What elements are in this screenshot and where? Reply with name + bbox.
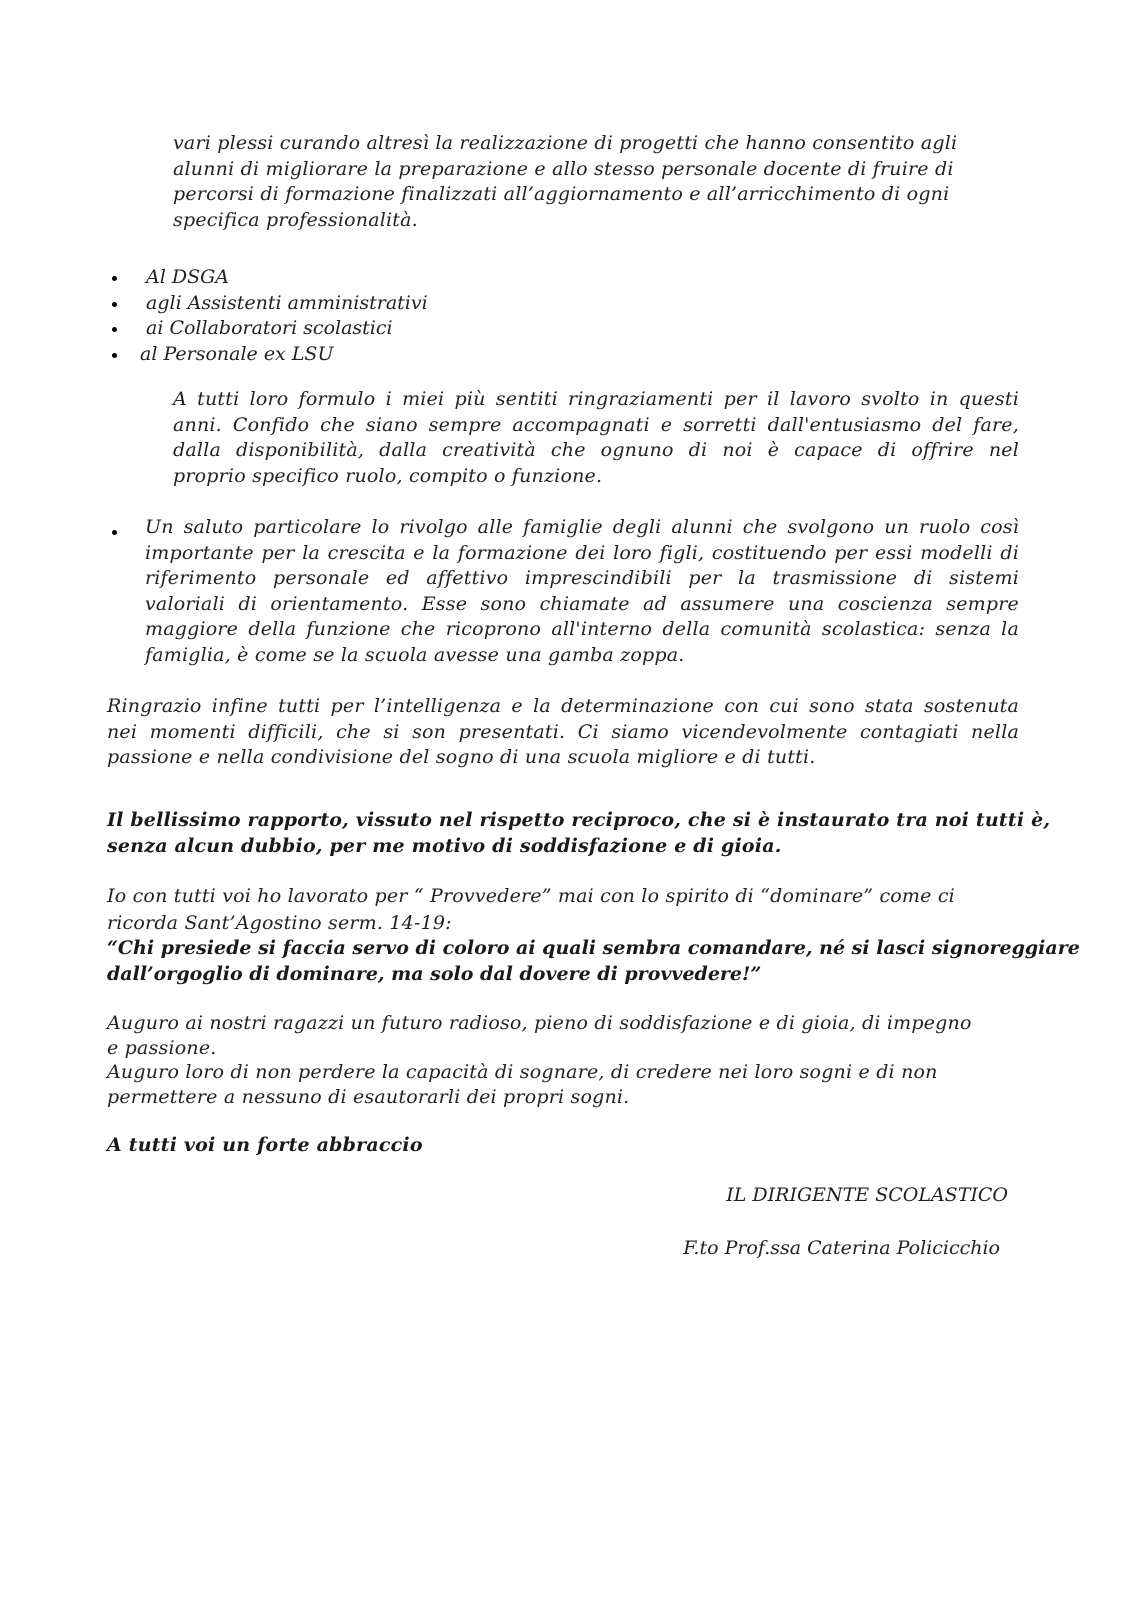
bullet-icon — [112, 327, 117, 332]
wishes-paragraph — [107, 1011, 1019, 1109]
list-item — [110, 342, 428, 368]
intro-paragraph — [173, 131, 979, 233]
list-item-label: ai Collaboratori scolastici — [146, 317, 393, 339]
signature-name: F.to Prof.ssa Caterina Policicchio — [683, 1237, 1000, 1259]
list-item-label: agli Assistenti amministrativi — [146, 291, 428, 314]
augustine-quote — [107, 936, 1080, 987]
signature-role: IL DIRIGENTE SCOLASTICO — [726, 1184, 1008, 1206]
families-line: importante per la crescita e la formazione dei loro figli, costituendo per essi modelli di — [145, 541, 1019, 564]
quote-line: dall’orgoglio di dominare, ma solo dal dovere di provvedere!” — [107, 962, 762, 985]
wishes-line: Auguro loro di non perdere la capacità di sognare, di credere nei loro sogni e di non — [107, 1061, 938, 1083]
relationship-line: senza alcun dubbio, per me motivo di soddisfazione e di gioia. — [107, 834, 782, 857]
closing-line — [107, 1133, 707, 1159]
wishes-line: permettere a nessuno di esautorarli dei propri sogni. — [107, 1085, 630, 1108]
final-thanks-line: nei momenti difficili, che si son presentati. Ci siamo vicendevolmente contagiati nella — [107, 720, 1019, 743]
intro-line: alunni di migliorare la preparazione e allo stesso personale docente di fruire di — [173, 157, 954, 180]
bullet-icon — [112, 276, 117, 281]
provvedere-line: ricorda Sant’Agostino serm. 14-19: — [107, 912, 452, 934]
provvedere-line: Io con tutti voi ho lavorato per “ Provvedere” mai con lo spirito di “dominare” come ci — [107, 885, 955, 907]
list-item — [110, 316, 428, 342]
bullet-icon — [112, 530, 117, 535]
quote-line: “Chi presiede si faccia servo di coloro ai quali sembra comandare, né si lasci signoreggiare — [107, 937, 1080, 959]
relationship-line: Il bellissimo rapporto, vissuto nel rispetto reciproco, che si è instaurato tra noi tutti è, — [107, 809, 1051, 831]
bullet-icon — [112, 302, 117, 307]
list-item — [110, 291, 428, 317]
families-line: maggiore della funzione che ricoprono all'interno della comunità scolastica: senza la — [145, 618, 1019, 641]
thanks-line: proprio specifico ruolo, compito o funzione. — [173, 464, 603, 487]
families-paragraph — [145, 515, 1019, 669]
intro-line: vari plessi curando altresì la realizzazione di progetti che hanno consentito agli — [173, 132, 958, 154]
families-line: valoriali di orientamento. Esse sono chiamate ad assumere una coscienza sempre — [145, 592, 1019, 615]
thanks-line: dalla disponibilità, dalla creatività che ognuno di noi è capace di offrire nel — [173, 439, 1019, 462]
families-line: riferimento personale ed affettivo imprescindibili per la trasmissione di sistemi — [145, 567, 1019, 590]
bullet-icon — [112, 353, 117, 358]
relationship-paragraph — [107, 808, 1051, 859]
provvedere-paragraph — [107, 883, 1019, 937]
thanks-paragraph — [173, 387, 1019, 489]
thanks-line: anni. Confido che siano sempre accompagnati e sorretti dall'entusiasmo del fare, — [173, 413, 1019, 436]
final-thanks-line: passione e nella condivisione del sogno di una scuola migliore e di tutti. — [107, 746, 816, 769]
wishes-line: Auguro ai nostri ragazzi un futuro radioso, pieno di soddisfazione e di gioia, di impegno — [107, 1012, 972, 1034]
final-thanks-paragraph — [107, 694, 1019, 771]
staff-list — [110, 265, 428, 367]
final-thanks-line: Ringrazio infine tutti per l’intelligenza e la determinazione con cui sono stata sostenuta — [107, 695, 1019, 717]
intro-line: specifica professionalità. — [173, 208, 418, 231]
list-item-label: al Personale ex LSU — [140, 342, 334, 365]
list-item — [110, 265, 428, 291]
intro-line: percorsi di formazione finalizzati all’aggiornamento e all’arricchimento di ogni — [173, 183, 950, 206]
thanks-line: A tutti loro formulo i miei più sentiti ringraziamenti per il lavoro svolto in questi — [173, 388, 1019, 410]
families-line: Un saluto particolare lo rivolgo alle famiglie degli alunni che svolgono un ruolo così — [145, 516, 1019, 538]
list-item-label: Al DSGA — [146, 266, 229, 288]
closing-text: A tutti voi un forte abbraccio — [107, 1134, 423, 1156]
wishes-line: e passione. — [107, 1036, 217, 1059]
families-line: famiglia, è come se la scuola avesse una gamba zoppa. — [145, 643, 685, 666]
